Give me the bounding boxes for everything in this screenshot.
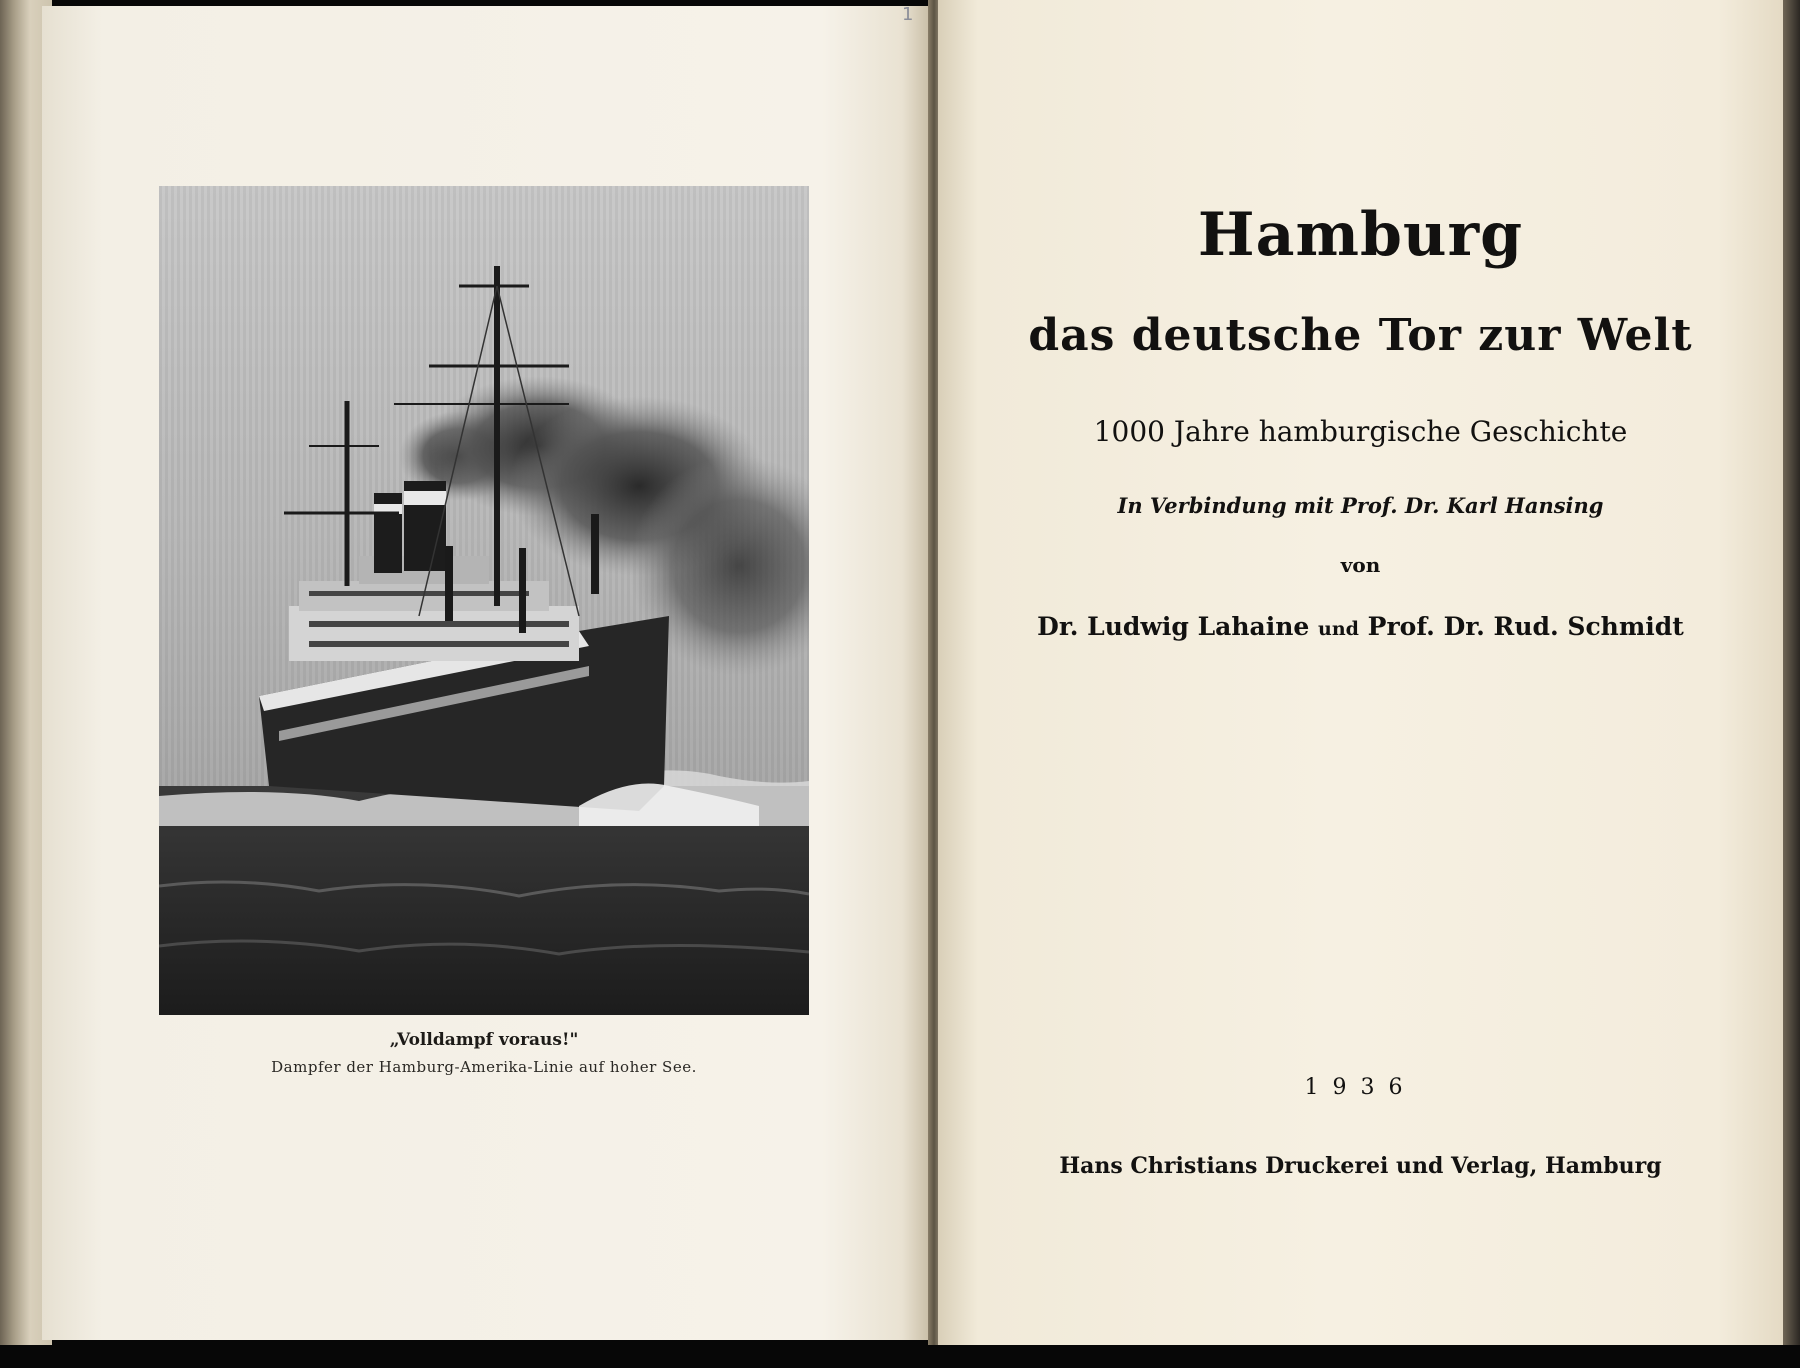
page-number: 1 xyxy=(902,4,914,25)
author-first: Dr. Ludwig Lahaine xyxy=(1037,612,1310,641)
photo-caption-title: „Volldampf voraus!" xyxy=(389,1030,579,1050)
book-title: Hamburg xyxy=(1197,200,1524,270)
author-conjunction: und xyxy=(1318,618,1359,640)
book-tagline: 1000 Jahre hamburgische Geschichte xyxy=(1093,415,1628,448)
by-line: von xyxy=(1340,553,1381,577)
book-subtitle: das deutsche Tor zur Welt xyxy=(1028,310,1693,361)
steamship-photo xyxy=(159,186,809,1015)
publication-year: 1936 xyxy=(1304,1075,1417,1100)
page-edge xyxy=(1783,0,1800,1345)
authors-line xyxy=(938,612,1783,641)
collaboration-line: In Verbindung mit Prof. Dr. Karl Hansing xyxy=(1117,493,1604,518)
author-second: Prof. Dr. Rud. Schmidt xyxy=(1367,612,1684,641)
publisher-line: Hans Christians Druckerei und Verlag, Hamburg xyxy=(1059,1153,1662,1179)
photo-caption-subtitle: Dampfer der Hamburg-Amerika-Linie auf hoher See. xyxy=(271,1058,697,1076)
